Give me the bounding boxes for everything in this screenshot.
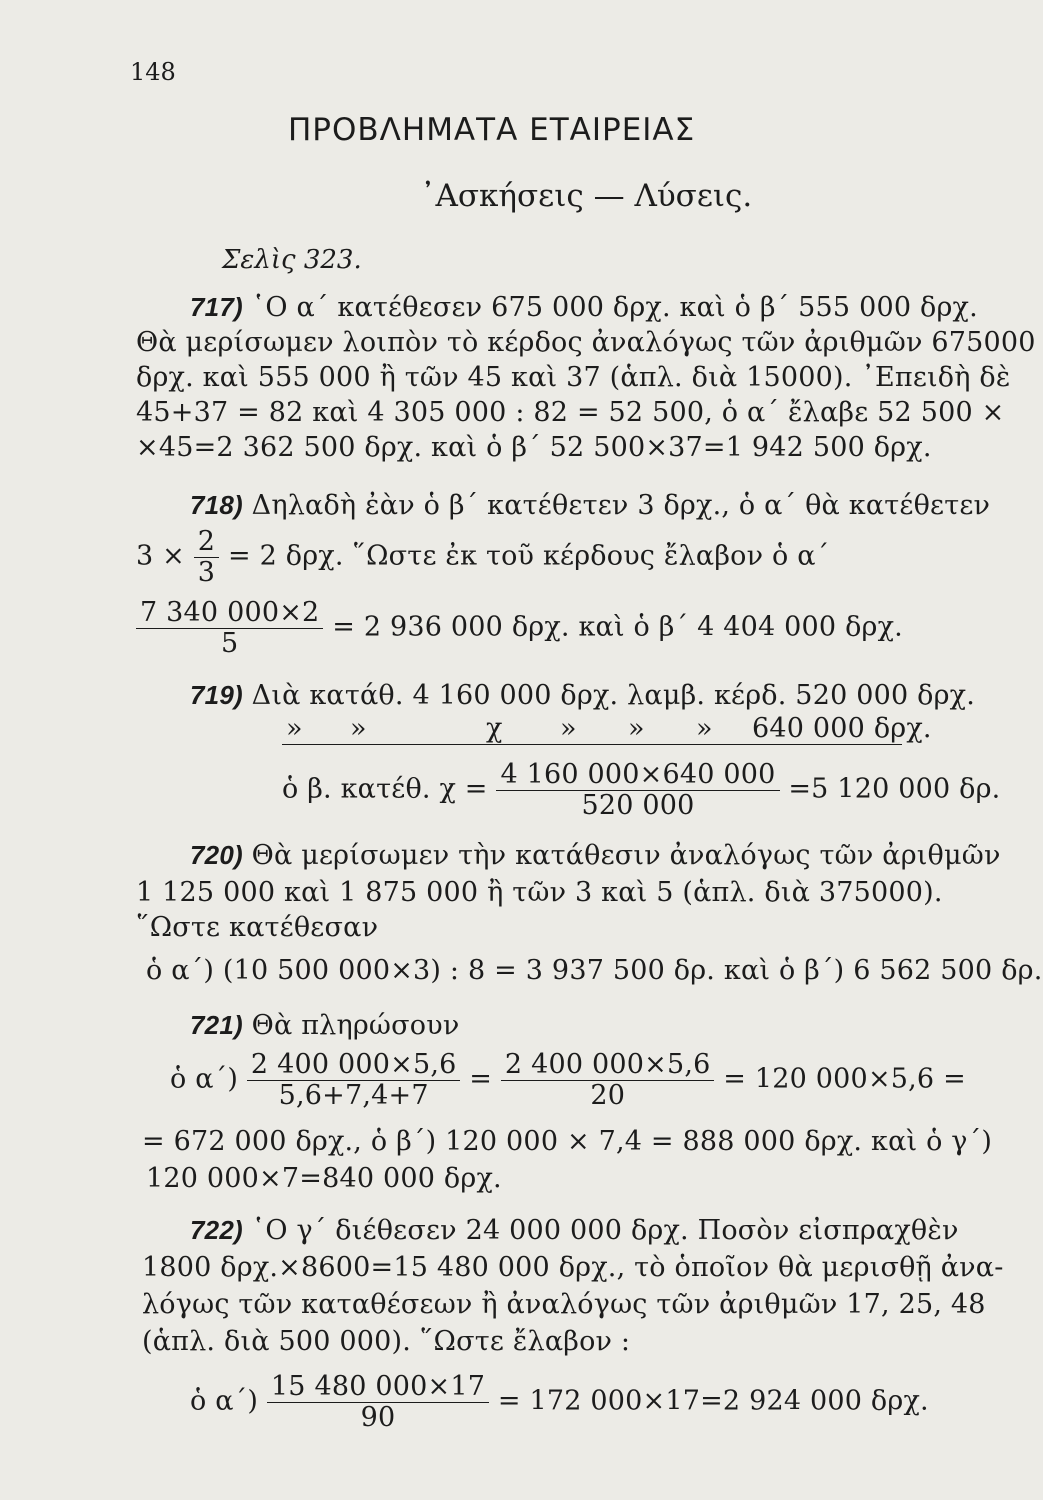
problem-721-line-4: 120 000×7=840 000 δρχ.	[146, 1163, 502, 1194]
fraction-numerator: 4 160 000×640 000	[496, 760, 779, 791]
problem-722-number: 722)	[190, 1215, 243, 1245]
problem-722-a-post: = 172 000×17=2 924 000 δρχ.	[497, 1385, 929, 1417]
problem-718-line-1	[190, 490, 990, 521]
ditto-mark: »	[560, 713, 577, 744]
fraction-numerator: 2 400 000×5,6	[247, 1050, 461, 1081]
problem-718-fraction-line-1	[136, 527, 829, 587]
problem-718-text-1: Δηλαδὴ ἐὰν ὁ β΄ κατέθετεν 3 δρχ., ὁ α΄ θὰ κατέθετεν	[251, 490, 991, 521]
divider-rule	[282, 744, 902, 745]
problem-719-value-2: 640 000 δρχ.	[752, 713, 932, 744]
problem-720-line-1	[190, 840, 1001, 871]
problem-722-fraction-line	[190, 1372, 929, 1432]
fraction-denominator: 20	[590, 1079, 626, 1111]
problem-719-fraction	[496, 760, 779, 820]
fraction-denominator: 5	[221, 627, 239, 659]
problem-719-number: 719)	[190, 680, 243, 710]
problem-722-line-4: (ἁπλ. διὰ 500 000). ῞Ωστε ἔλαβον :	[142, 1326, 631, 1357]
fraction-numerator: 2 400 000×5,6	[501, 1050, 715, 1081]
problem-718-fraction-2	[136, 598, 323, 658]
variable-x: χ	[486, 713, 503, 744]
problem-720-line-4: ὁ α΄) (10 500 000×3) : 8 = 3 937 500 δρ. καὶ ὁ β΄) 6 562 500 δρ.	[146, 955, 1043, 986]
problem-718-f1-pre: 3 ×	[136, 540, 185, 572]
problem-719-text-1: Διὰ κατάθ. 4 160 000 δρχ. λαμβ. κέρδ. 520 000 δρχ.	[251, 680, 976, 711]
problem-720-line-3: ῞Ωστε κατέθεσαν	[136, 912, 379, 943]
ditto-mark: »	[286, 713, 303, 744]
problem-717-line-4: 45+37 = 82 καὶ 4 305 000 : 82 = 52 500, ὁ α΄ ἔλαβε 52 500 ×	[136, 397, 1005, 428]
problem-717-line-2: Θὰ μερίσωμεν λοιπὸν τὸ κέρδος ἀναλόγως τῶν ἀριθμῶν 675000	[136, 327, 1036, 358]
ditto-mark: »	[696, 713, 713, 744]
fraction-denominator: 90	[360, 1401, 396, 1433]
page-number: 148	[130, 58, 176, 86]
problem-722-line-3: λόγως τῶν καταθέσεων ἢ ἀναλόγως τῶν ἀριθμῶν 17, 25, 48	[142, 1289, 986, 1320]
problem-722-fraction	[267, 1372, 489, 1432]
problem-719-line-1	[190, 680, 975, 711]
problem-718-f2-post: = 2 936 000 δρχ. καὶ ὁ β΄ 4 404 000 δρχ.	[332, 611, 903, 643]
fraction-denominator: 520 000	[581, 789, 695, 821]
fraction-denominator: 3	[197, 556, 216, 588]
problem-718-f1-post: = 2 δρχ. ῞Ωστε ἐκ τοῦ κέρδους ἔλαβον ὁ α΄	[227, 540, 830, 572]
page-subtitle: ᾿Ασκήσεις — Λύσεις.	[420, 178, 753, 214]
page-title: ΠΡΟΒΛΗΜΑΤΑ ΕΤΑΙΡΕΙΑΣ	[288, 112, 696, 148]
problem-719-result	[282, 760, 1000, 820]
problem-721-a-post: = 120 000×5,6 =	[723, 1063, 966, 1095]
equals-sign: =	[469, 1063, 493, 1095]
problem-717-line-5: ×45=2 362 500 δρχ. καὶ ὁ β΄ 52 500×37=1 942 500 δρχ.	[136, 432, 932, 463]
problem-720-text-1: Θὰ μερίσωμεν τὴν κατάθεσιν ἀναλόγως τῶν ἀριθμῶν	[251, 840, 1001, 871]
problem-717-text-1: ῾Ο α΄ κατέθεσεν 675 000 δρχ. καὶ ὁ β΄ 555 000 δρχ.	[251, 292, 978, 323]
problem-717-line-1	[190, 292, 978, 323]
problem-721-line-3: = 672 000 δρχ., ὁ β΄) 120 000 × 7,4 = 888 000 δρχ. καὶ ὁ γ΄)	[142, 1126, 993, 1157]
problem-719-line-2	[0, 713, 953, 747]
problem-721-number: 721)	[190, 1010, 243, 1040]
problem-721-fraction-b	[501, 1050, 715, 1110]
problem-722-text-1: ῾Ο γ΄ διέθεσεν 24 000 000 δρχ. Ποσὸν εἰσπραχθὲν	[251, 1215, 959, 1246]
problem-717-number: 717)	[190, 292, 243, 322]
problem-718-fraction-1	[194, 527, 219, 587]
problem-722-a-pre: ὁ α΄)	[190, 1385, 259, 1417]
fraction-numerator: 7 340 000×2	[136, 598, 323, 629]
section-reference: Σελὶς 323.	[222, 245, 362, 275]
problem-721-fraction-a	[247, 1050, 461, 1110]
problem-717-line-3: δρχ. καὶ 555 000 ἢ τῶν 45 καὶ 37 (ἁπλ. διὰ 15000). ᾿Επειδὴ δὲ	[136, 362, 1011, 393]
fraction-denominator: 5,6+7,4+7	[278, 1079, 429, 1111]
problem-718-number: 718)	[190, 490, 243, 520]
fraction-numerator: 2	[194, 527, 219, 558]
problem-721-fraction-line	[170, 1050, 966, 1110]
ditto-mark: »	[350, 713, 367, 744]
problem-721-line-1	[190, 1010, 459, 1041]
fraction-numerator: 15 480 000×17	[267, 1372, 489, 1403]
problem-720-number: 720)	[190, 840, 243, 870]
ditto-mark: »	[628, 713, 645, 744]
problem-719-result-post: =5 120 000 δρ.	[788, 773, 1001, 805]
problem-720-line-2: 1 125 000 καὶ 1 875 000 ἢ τῶν 3 καὶ 5 (ἁπλ. διὰ 375000).	[136, 877, 943, 908]
problem-721-text-1: Θὰ πληρώσουν	[251, 1010, 460, 1041]
problem-719-result-pre: ὁ β. κατέθ. χ =	[282, 773, 488, 805]
problem-722-line-1	[190, 1215, 959, 1246]
problem-721-a-pre: ὁ α΄)	[170, 1063, 239, 1095]
problem-718-fraction-line-2	[136, 598, 903, 658]
problem-722-line-2: 1800 δρχ.×8600=15 480 000 δρχ., τὸ ὁποῖον θὰ μερισθῇ ἀνα-	[142, 1252, 1004, 1283]
